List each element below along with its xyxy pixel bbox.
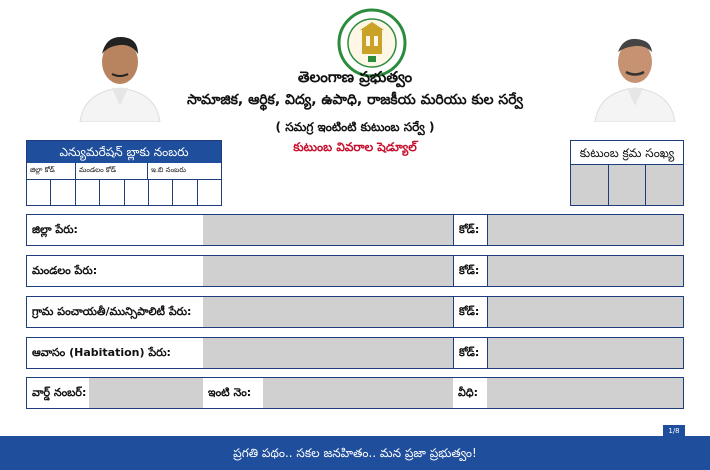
village-code-label: కోడ్: — [453, 297, 487, 327]
survey-subtitle: ( సమగ్ర ఇంటింటి కుటుంబ సర్వే ) — [275, 120, 435, 134]
address-row — [26, 377, 684, 409]
eb-number-cell[interactable] — [197, 179, 221, 206]
mandal-code-label: కోడ్: — [453, 256, 487, 286]
mandal-code-label: మండలం కోడ్ — [79, 166, 117, 174]
footer-slogan: ప్రగతి పథం.. సకల జనహితం.. మన ప్రజా ప్రభుత్వం! — [0, 436, 710, 470]
district-name-field[interactable] — [203, 215, 453, 245]
survey-title: సామాజిక, ఆర్థిక, విద్య, ఉపాధి, రాజకీయ మరియు కుల సర్వే — [187, 92, 523, 108]
habitation-name-label: ఆవాసం (Habitation) పేరు: — [32, 346, 171, 359]
mandal-row — [26, 255, 684, 287]
mandal-code-cell[interactable] — [75, 179, 99, 206]
ward-number-label: వార్డ్ నంబర్: — [32, 386, 87, 399]
village-code-field[interactable] — [487, 297, 683, 327]
village-name-field[interactable] — [203, 297, 453, 327]
district-code-cell[interactable] — [27, 179, 50, 206]
ward-number-field[interactable] — [89, 378, 203, 408]
street-field[interactable] — [487, 378, 683, 408]
enumeration-block-box — [26, 140, 222, 206]
habitation-name-field[interactable] — [203, 338, 453, 368]
mandal-code-cell[interactable] — [99, 179, 123, 206]
family-serial-cell[interactable] — [645, 165, 683, 205]
enumeration-code-labels — [27, 163, 221, 179]
village-name-label: గ్రామ పంచాయతీ/మున్సిపాలిటీ పేరు: — [32, 305, 192, 318]
house-number-label: ఇంటి నెం: — [208, 386, 252, 399]
habitation-code-field[interactable] — [487, 338, 683, 368]
divider — [75, 163, 76, 179]
eb-number-cell[interactable] — [172, 179, 196, 206]
mandal-name-label: మండలం పేరు: — [32, 264, 98, 277]
district-code-field[interactable] — [487, 215, 683, 245]
habitation-code-label: కోడ్: — [453, 338, 487, 368]
district-name-label: జిల్లా పేరు: — [32, 223, 78, 236]
mandal-code-cell[interactable] — [124, 179, 148, 206]
eb-number-label: ఇ.బి నంబరు — [151, 166, 186, 174]
divider — [147, 163, 148, 179]
district-code-cell[interactable] — [50, 179, 74, 206]
mandal-name-field[interactable] — [203, 256, 453, 286]
family-serial-heading: కుటుంబ క్రమ సంఖ్య — [571, 141, 683, 165]
family-serial-cell[interactable] — [608, 165, 646, 205]
family-serial-box — [570, 140, 684, 206]
page-number: 1/8 — [663, 425, 685, 437]
district-row — [26, 214, 684, 246]
family-serial-cells — [571, 165, 683, 205]
government-title: తెలంగాణ ప్రభుత్వం — [297, 68, 413, 86]
district-code-label: కోడ్: — [453, 215, 487, 245]
mandal-code-field[interactable] — [487, 256, 683, 286]
schedule-title: కుటుంబ వివరాల షెడ్యూల్ — [293, 140, 417, 154]
enumeration-code-cells — [27, 179, 221, 206]
village-row — [26, 296, 684, 328]
enumeration-block-heading: ఎన్యుమరేషన్ బ్లాకు నంబరు — [27, 141, 221, 163]
street-label: వీధి: — [458, 386, 478, 399]
family-serial-cell[interactable] — [571, 165, 608, 205]
habitation-row — [26, 337, 684, 369]
house-number-field[interactable] — [263, 378, 453, 408]
district-code-label: జిల్లా కోడ్ — [30, 166, 55, 174]
eb-number-cell[interactable] — [148, 179, 172, 206]
